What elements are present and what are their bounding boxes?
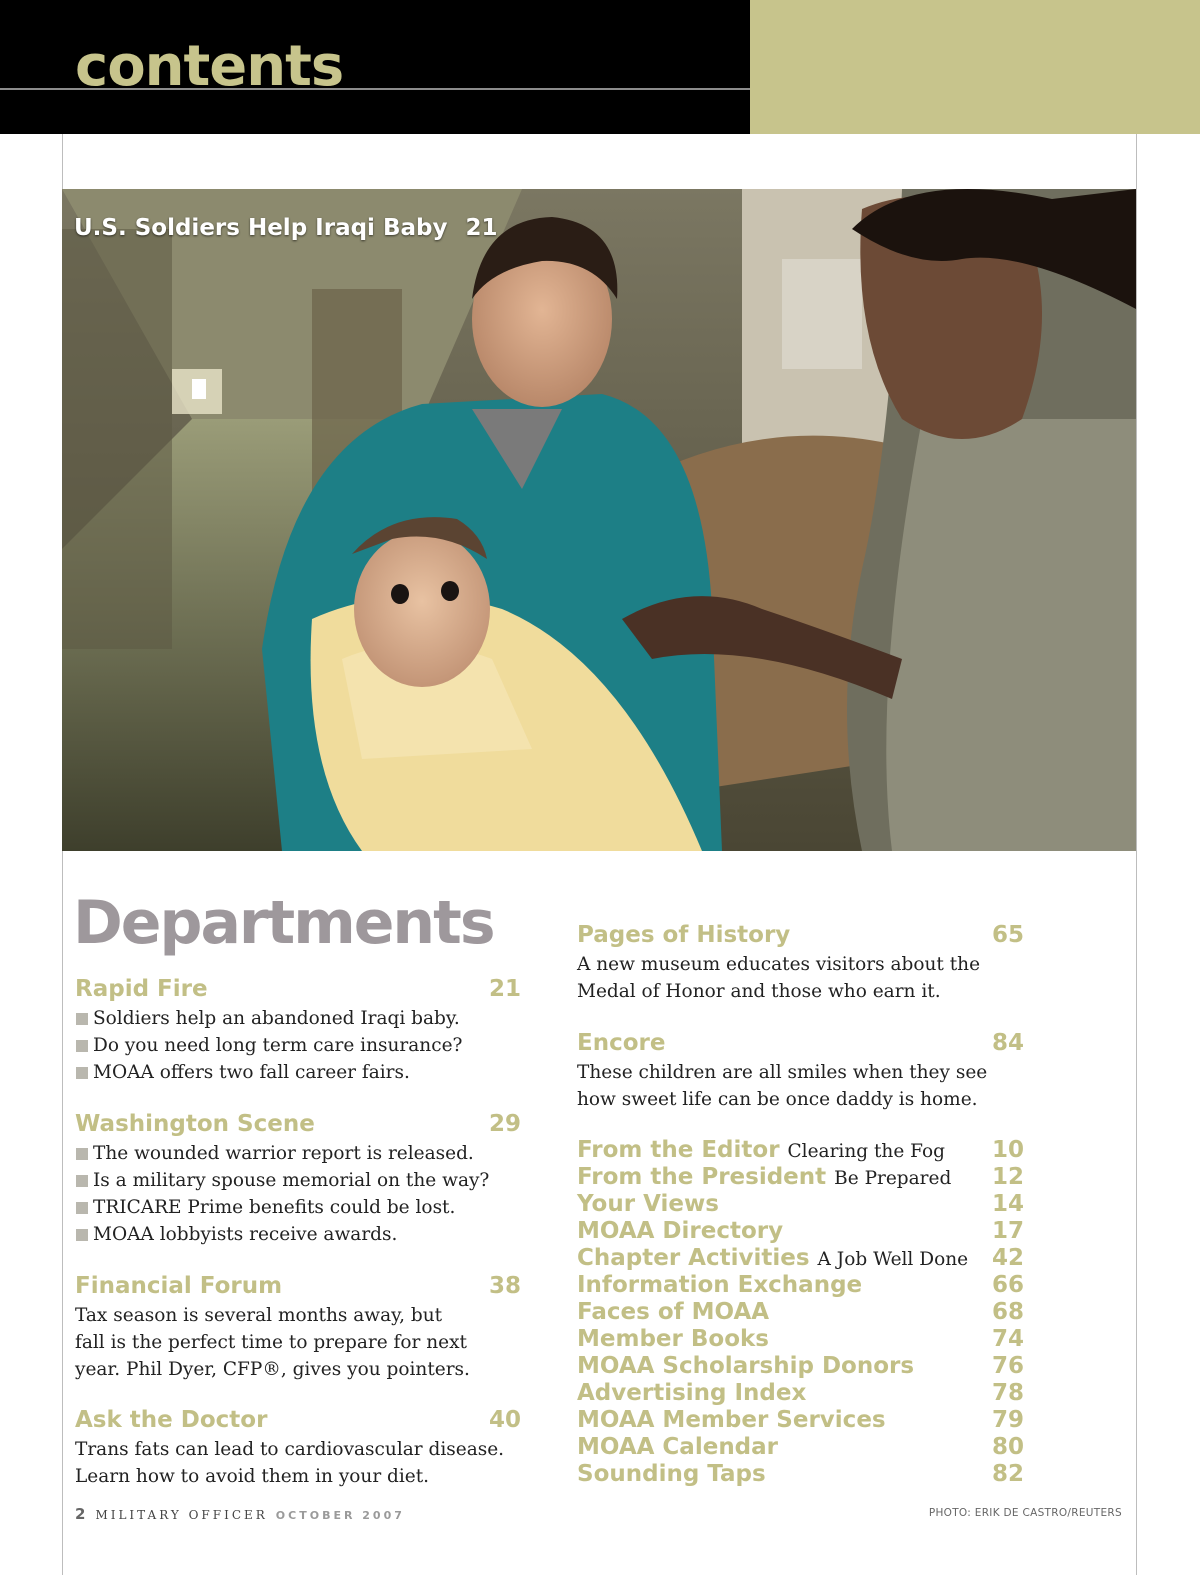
misc-item-moaa-calendar[interactable] [577,1434,1024,1461]
misc-item-advertising-index[interactable] [577,1380,1024,1407]
cover-story-page: 21 [465,215,498,241]
section-title: Financial Forum [75,1273,283,1299]
misc-label: Sounding Taps [577,1461,766,1487]
bullet-square-icon [76,1040,88,1052]
body-line: fall is the perfect time to prepare for next [75,1332,467,1353]
section-page: 38 [488,1273,521,1299]
section-title: Pages of History [577,922,791,948]
misc-item-moaa-scholarship-donors[interactable] [577,1353,1024,1380]
misc-label: From the President [577,1164,827,1190]
footer-issue-date: OCTOBER 2007 [275,1509,405,1522]
departments-heading: Departments [73,888,494,958]
section-page: 84 [991,1030,1024,1056]
misc-label: Faces of MOAA [577,1299,770,1325]
misc-item-sounding-taps[interactable] [577,1461,1024,1488]
bullet-square-icon [76,1067,88,1079]
misc-label: Information Exchange [577,1272,863,1298]
misc-item-moaa-member-services[interactable] [577,1407,1024,1434]
body-line: Trans fats can lead to cardiovascular disease. [75,1439,505,1460]
section-title: Encore [577,1030,666,1056]
section-page: 29 [488,1111,521,1137]
cover-photo [62,189,1136,851]
misc-label: Chapter Activities [577,1245,810,1271]
bullet-text: Soldiers help an abandoned Iraqi baby. [93,1008,460,1029]
misc-item-from-the-president[interactable] [577,1164,1024,1191]
misc-item-from-the-editor[interactable] [577,1137,1024,1164]
bullet-square-icon [76,1175,88,1187]
photo-illustration [62,189,1136,851]
body-line: how sweet life can be once daddy is home. [577,1089,978,1110]
bullet-text: MOAA lobbyists receive awards. [93,1224,398,1245]
body-line: Learn how to avoid them in your diet. [75,1466,430,1487]
misc-page: 80 [991,1434,1024,1460]
page-footer [75,1505,405,1523]
misc-page: 68 [991,1299,1024,1325]
section-pages-of-history[interactable] [577,921,1024,1005]
misc-item-information-exchange[interactable] [577,1272,1024,1299]
misc-label: Advertising Index [577,1380,807,1406]
page-title: contents [75,34,344,99]
bullet-text: MOAA offers two fall career fairs. [93,1062,410,1083]
section-page: 40 [488,1407,521,1433]
bullet-square-icon [76,1202,88,1214]
misc-page: 79 [991,1407,1024,1433]
section-title: Washington Scene [75,1111,315,1137]
misc-subtitle: Clearing the Fog [787,1141,945,1162]
misc-page: 74 [991,1326,1024,1352]
section-page: 21 [488,976,521,1002]
section-title: Ask the Doctor [75,1407,268,1433]
misc-page: 42 [991,1245,1024,1271]
footer-magazine-name: MILITARY OFFICER [95,1508,268,1522]
body-line: Medal of Honor and those who earn it. [577,981,941,1002]
misc-page: 10 [991,1137,1024,1163]
section-title: Rapid Fire [75,976,208,1002]
misc-label: From the Editor [577,1137,780,1163]
misc-page: 82 [991,1461,1024,1487]
misc-page: 17 [991,1218,1024,1244]
misc-label: MOAA Scholarship Donors [577,1353,915,1379]
misc-item-chapter-activities[interactable] [577,1245,1024,1272]
misc-page: 76 [991,1353,1024,1379]
misc-subtitle: A Job Well Done [817,1249,969,1270]
section-financial-forum[interactable] [75,1272,521,1383]
section-ask-the-doctor[interactable] [75,1406,521,1490]
bullet-text: The wounded warrior report is released. [93,1143,474,1164]
frame-line-right [1136,134,1137,1575]
misc-label: MOAA Directory [577,1218,784,1244]
section-encore[interactable] [577,1029,1024,1113]
bullet-square-icon [76,1229,88,1241]
photo-credit: PHOTO: ERIK DE CASTRO/REUTERS [928,1507,1122,1519]
body-line: Tax season is several months away, but [75,1305,443,1326]
footer-page-number: 2 [75,1505,86,1523]
bullet-text: TRICARE Prime benefits could be lost. [93,1197,456,1218]
misc-item-member-books[interactable] [577,1326,1024,1353]
bullet-text: Do you need long term care insurance? [93,1035,463,1056]
bullet-square-icon [76,1148,88,1160]
misc-page: 78 [991,1380,1024,1406]
body-line: These children are all smiles when they see [577,1062,988,1083]
misc-page: 66 [991,1272,1024,1298]
misc-item-your-views[interactable] [577,1191,1024,1218]
cover-story-title: U.S. Soldiers Help Iraqi Baby [74,215,448,241]
misc-page: 14 [991,1191,1024,1217]
cover-story-caption[interactable] [74,215,497,241]
bullet-text: Is a military spouse memorial on the way? [93,1170,490,1191]
misc-label: Your Views [577,1191,719,1217]
misc-label: MOAA Member Services [577,1407,886,1433]
bullet-square-icon [76,1013,88,1025]
header-gold-band [750,0,1200,134]
misc-item-moaa-directory[interactable] [577,1218,1024,1245]
section-rapid-fire[interactable] [75,975,521,1086]
misc-item-faces-of-moaa[interactable] [577,1299,1024,1326]
misc-subtitle: Be Prepared [834,1168,952,1189]
misc-contents-list [577,1137,1024,1488]
misc-page: 12 [991,1164,1024,1190]
section-page: 65 [991,922,1024,948]
misc-label: Member Books [577,1326,769,1352]
misc-label: MOAA Calendar [577,1434,779,1460]
body-line: year. Phil Dyer, CFP®, gives you pointers. [75,1359,470,1380]
section-washington-scene[interactable] [75,1110,521,1248]
body-line: A new museum educates visitors about the [577,954,981,975]
